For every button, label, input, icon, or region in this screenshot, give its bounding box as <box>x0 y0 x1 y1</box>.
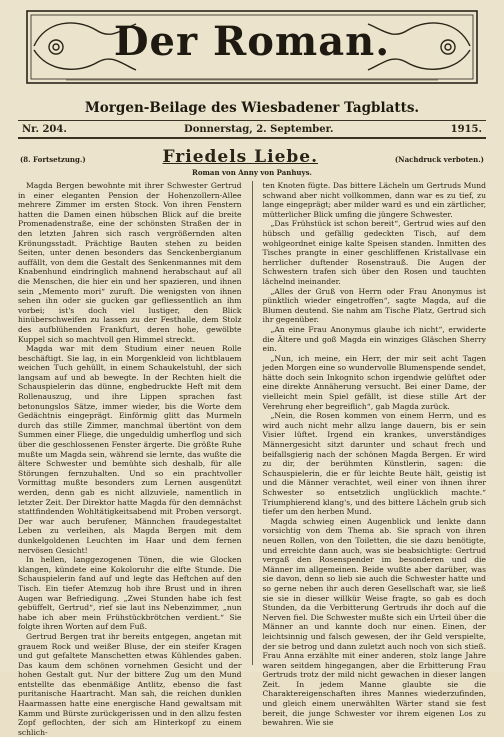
paragraph: „Nun, ich meine, ein Herr, der mir seit acht Tagen jeden Morgen eine so wundervolle Blumenspende sendet, hätte doch sein Inkognito schon irgendwie gelüftet oder eine direkte Annäherung versucht. Bei einer Dame, der vielleicht mein Spiel gefällt, ist diese stille Art der Verehrung eher begreiflich“, gab Magda zurück. <box>262 353 486 411</box>
reprint-notice: (Nachdruck verboten.) <box>394 155 484 164</box>
masthead-subtitle: Morgen-Beilage des Wiesbadener Tagblatts. <box>84 100 420 116</box>
paragraph: Gertrud Bergen trat ihr bereits entgegen, angetan mit grauem Rock und weißer Bluse, der ein steifer Kragen und gut gefaltete Manschetten etwas Kühlendes gaben. Das kaum dem schönen vornehmen Gesicht und der hohen Gestalt gut. Nur der bittere Zug um den Mund entstellte das ebenmäßige Antlitz, ebenso die fast puritanische Haartracht. Man sah, die reichen dunklen Haarmassen hatte eine energische Hand gewaltsam mit Kamm und Bürste zurückgerissen und in den allzu festen Zopf geflochten, der sich am Hinterkopf zu einem schlich- <box>18 631 242 737</box>
paragraph: „Alles der Gruß von Herrn oder Frau Anonymus ist pünktlich wieder eingetroffen“, sagte Magda, auf die Blumen deutend. Sie nahm am Tische Platz, Gertrud sich ihr gegenüber. <box>262 286 486 325</box>
issue-date: Donnerstag, 2. September. <box>184 124 334 135</box>
column-divider <box>252 181 253 665</box>
masthead-title: Der Roman. <box>113 18 391 65</box>
byline: Roman von Anny von Panhuys. <box>192 168 312 177</box>
paragraph: In hellen, langgezogenen Tönen, die wie Glocken klangen, kündete eine Kokoloruhr die elfte Stunde. Die Schauspielerin fand auf und legte das Heftchen auf den Tisch. Ein tiefer Atemzug hob ihre Brust und in ihren Augen war Befriedigung. „Zwei Stunden habe ich fest gebüffelt, Gertrud“, rief sie laut ins Nebenzimmer, „nun habe ich aber mein Frühstückbrötchen verdient.“ Sie folgte ihren Worten auf dem Fuß. <box>18 555 242 632</box>
issue-info-bar <box>18 120 486 139</box>
paragraph: ten Knoten fügte. Das bittere Lächeln um Gertruds Mund schwand aber nicht vollkommen, dann war es zu tief, zu lange eingeprägt; aber milder ward es und ein zärtlicher, mütterlicher Blick umfing die jüngere Schwester. <box>262 181 486 219</box>
story-title: Friedels Liebe. <box>162 147 319 167</box>
paragraph: „Nein, die Rosen kommen von einem Herrn, und es wird auch nicht mehr allzu lange dauern, bis er sein Visier lüftet. Irgend ein krankes, unverständiges Männergesicht sitzt darunter und schaut frech und beifallsgierig nach der schönen Magda Bergen. Er wird zu dir, der berühmten Künstlerin, sagen: die Schauspielerin, die er für leichte Beute hält, geistig ist und die Männer verachtet, weil einer von ihnen ihrer Schwester so entsetzlich unglücklich machte.“ Triumphierend klang's, und des bittere Lächeln grub sich tiefer um den herben Mund. <box>262 411 486 517</box>
column-right <box>262 181 487 728</box>
paragraph: „An eine Frau Anonymus glaube ich nicht“, erwiderte die Ältere und goß Magda ein winziges Gläschen Sherry ein. <box>262 324 486 354</box>
text-columns <box>18 181 486 737</box>
column-left <box>18 181 242 737</box>
story-header <box>18 147 486 167</box>
paragraph: Magda war mit dem Studium einer neuen Rolle beschäftigt. Sie lag, in ein Morgenkleid von lichtblauem weichen Tuch gehüllt, in einem Schaukelstuhl, der sich langsam auf und ab bewegte. In der Rechten hielt die Schauspielerin das dünne, engbedruckte Heft mit dem Rollenauszug, und ihre Lippen sprachen fast betonungslos Sätze, immer wieder, bis die Worte dem Gedächtnis eingeprägt. Einförmig glitt das Murmeln durch das stille Zimmer, manchmal übertönt von dem Summen einer Fliege, die ungeduldig umherflog und sich über die geschlossenen Fenster ärgerte. Die größte Ruhe mußte um Magda sein, während sie lernte, das wußte die ältere Schwester und bemühte sich deshalb, für alle Störungen fernzuhalten. Und so ein prachtvoller Vormittag mußte besonders zum Lernen ausgenützt werden, denn gab es nicht allzuviele, namentlich in letzter Zeit. Der Direktor hatte Magda für den demnächst stattfindenden Wohltätigkeitsabend mit Proben versorgt. Der war auch berufener, Männchen fraudegestaltet Leben zu verleihen, als Magda Bergen mit dem dunkelgoldenen Leuchten im Haar und dem fernen nervösen Gesicht! <box>18 344 242 555</box>
issue-number: Nr. 204. <box>22 124 67 135</box>
paragraph: „Das Frühstück ist schon bereit“, Gertrud wies auf den hübsch und gefällig gedeckten Tisch, auf dem wohlgeordnet einige kalte Speisen standen. Inmitten des Tisches prangte in einer geschliffenen Kristallvase ein herrlicher duftender Rosenstrauß. Die Augen der Schwestern trafen sich über den Rosen und tauchten lächelnd ineinander. <box>262 219 486 286</box>
issue-year: 1915. <box>450 124 482 135</box>
paragraph: Magda Bergen bewohnte mit ihrer Schwester Gertrud in einer eleganten Pension der Hohenzollern-Allee mehrere Zimmer im ersten Stock. Von ihren Fenstern hatten die Damen einen hübschen Blick auf die breite Promenadenstraße, eine der schönsten Straßen der in den letzten Jahren sich rasch vergrößernden alten Krönungsstadt. Prächtige Bauten stehen zu beiden Seiten, unter denen besonders das Senckenbergianum auffällt, von dem die Gestalt des Senkenmannes mit dem Knabenhund eindringlich mahnend herabschaut auf all die Menschen, die hier ein und her spazieren, und ihnen sein „Memento mori“ zuruft. Die wenigsten von ihnen sehen ihn oder sie gucken gar gefliessentlich an ihm vorbei; ist's doch viel lustiger, den Blick hinüberschweifen zu lassen zu der Festhalle, dem Stolz des aufblühenden Frankfurt, deren hohe, gewölbte Kuppel sich so machtvoll gen Himmel streckt. <box>18 181 242 344</box>
paragraph: Magda schwieg einen Augenblick und lenkte dann vorsichtig von dem Thema ab. Sie sprach von ihren neuen Rollen, von den Toiletten, die sie dazu benötigte, und erreichte dann auch, was sie beabsichtigte: Gertrud vergaß den Rosenspender im besonderen und die Männer im allgemeinen. Beide wußte aber darüber, was sie davon, denn so lieb sie auch die Schwester hatte und so gerne neben ihr auch deren Gesellschaft war, sie ließ sie sie in dieser willkür Weise fragte, so gab es doch Stunden, da die Verbitterung Gertruds ihr doch auf die Nerven fiel. Die Schwester mußte sich ein Urteil über die Männer an und kannte doch nur einen. Einen, der leichtsinnig und falsch gewesen, der ihr Geld verspielte, der sie betrog und dann zuletzt auch noch von sich stieß. Frau Anna erzählte mit einer anderen, stolz lange Jahre waren seitdem hingegangen, aber die Erbitterung Frau Gertruds trotz der mild nicht gewachen in dieser langen Zeit. In jedem Manne glaubte sie die Charaktereigenschaften ihres Mannes wiederzufinden, und gleich einem unerwählten Wärter stand sie fest bereit, die junge Schwester vor ihrem eigenen Los zu bewahren. Wie sie <box>262 516 486 728</box>
masthead <box>26 10 478 84</box>
continuation-tag: (8. Fortsetzung.) <box>20 155 86 164</box>
